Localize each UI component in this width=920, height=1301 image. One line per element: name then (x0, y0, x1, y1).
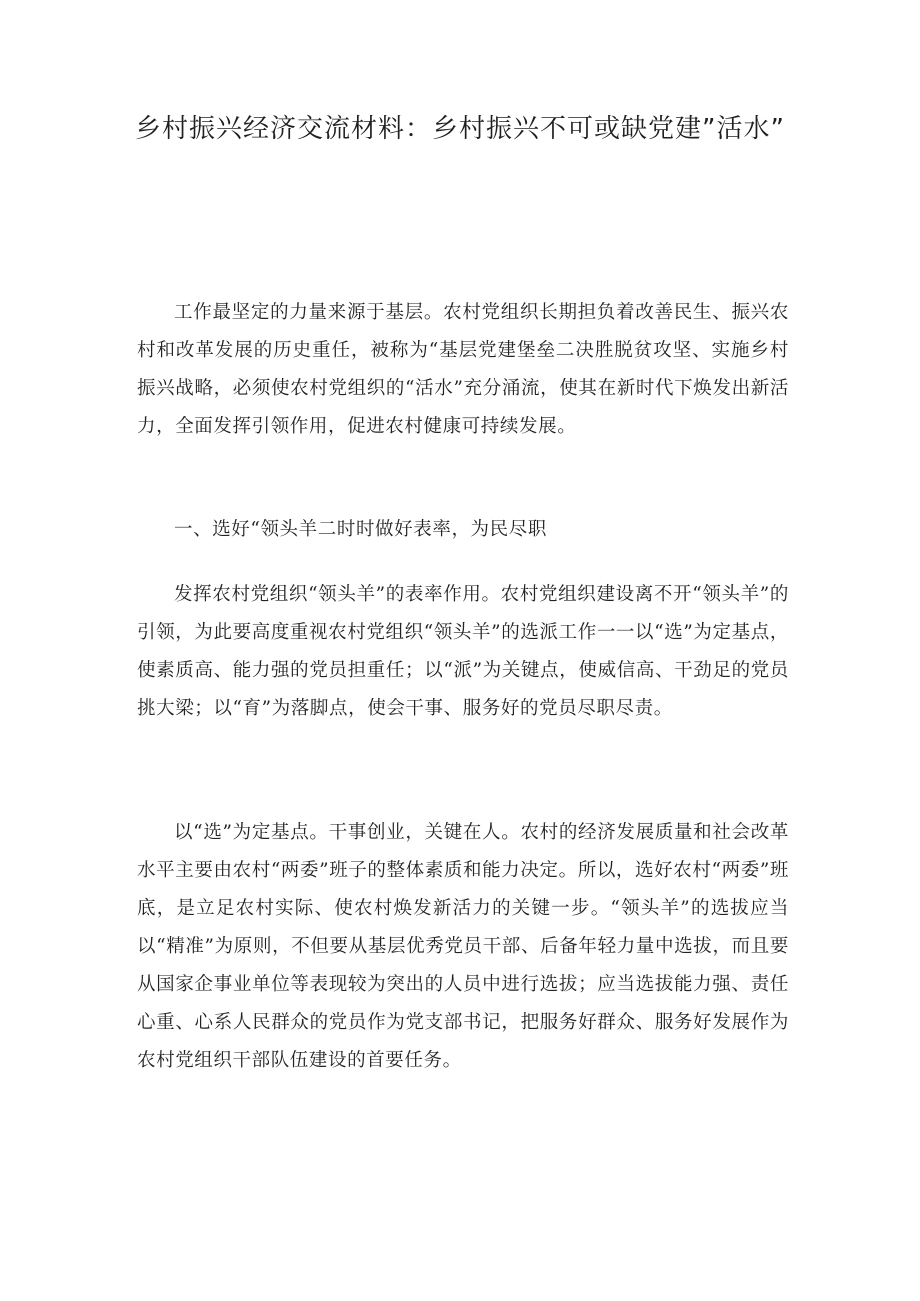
section-heading-one: 一、选好“领头羊二时时做好表率，为民尽职 (174, 519, 547, 540)
paragraph-selection: 以“选”为定基点。干事创业，关键在人。农村的经济发展质量和社会改革水平主要由农村“两委”班子的整体素质和能力决定。所以，选好农村“两委”班底，是立足农村实际、使农村焕发新活力的关键一步。“领头羊”的选拔应当以“精准”为原则，不但要从基层优秀党员干部、后备年轻力量中选拔，而且要从国家企事业单位等表现较为突出的人员中进行选拔；应当选拔能力强、责任心重、心系人民群众的党员作为党支部书记，把服务好群众、服务好发展作为农村党组织干部队伍建设的首要任务。 (137, 822, 789, 1071)
paragraph-intro: 工作最坚定的力量来源于基层。农村党组织长期担负着改善民生、振兴农村和改革发展的历史重任，被称为“基层党建堡垒二决胜脱贫攻坚、实施乡村振兴战略，必须使农村党组织的“活水”充分涌流，使其在新时代下焕发出新活力，全面发挥引领作用，促进农村健康可持续发展。 (137, 302, 789, 437)
paragraph-leader-role: 发挥农村党组织“领头羊”的表率作用。农村党组织建设离不开“领头羊”的引领，为此要高度重视农村党组织“领头羊”的选派工作一一以“选”为定基点，使素质高、能力强的党员担重任；以“派”为关键点，使威信高、干劲足的党员挑大梁；以“育”为落脚点，使会干事、服务好的党员尽职尽责。 (137, 584, 789, 719)
document-title: 乡村振兴经济交流材料：乡村振兴不可或缺党建”活水” (135, 114, 785, 144)
